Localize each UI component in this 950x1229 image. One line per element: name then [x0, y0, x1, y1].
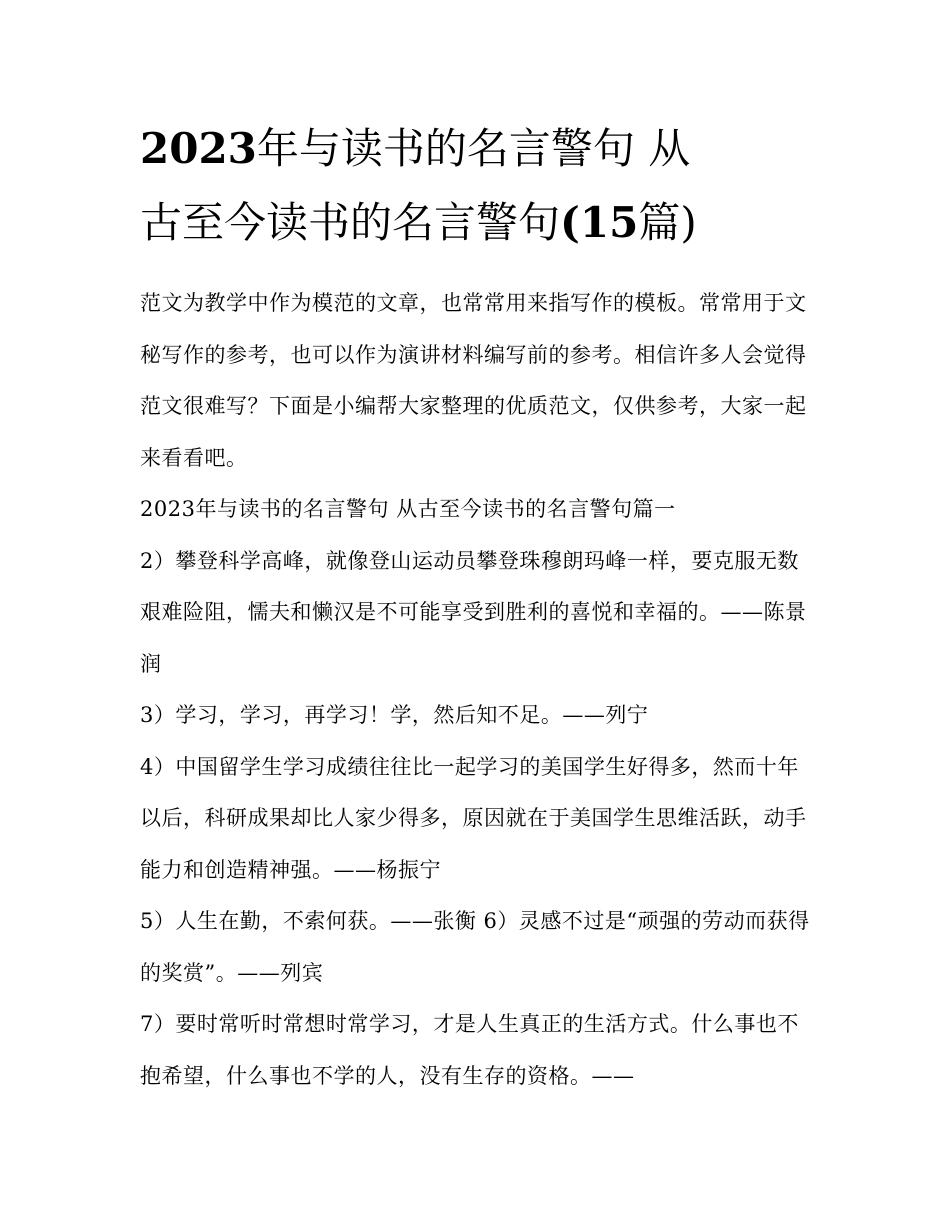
quote-paragraph: 3）学习，学习，再学习！学，然后知不足。——列宁	[140, 703, 649, 727]
title-line2-text: 古至今读书的名言警句	[140, 198, 561, 247]
intro-paragraph: 范文为教学中作为模范的文章，也常常用来指写作的模板。常常用于文秘写作的参考，也可以作为演讲材料编写前的参考。相信许多人会觉得范文很难写？下面是小编帮大家整理的优质范文，仅供参考，大家一起来看看吧。	[140, 291, 807, 470]
title-line1-text: 年与读书的名言警句 从	[256, 124, 691, 173]
quote-paragraph: 7）要时常听时常想时常学习，才是人生真正的生活方式。什么事也不抱希望，什么事也不学的人，没有生存的资格。——	[140, 1012, 799, 1088]
quote-paragraph: 4）中国留学生学习成绩往往比一起学习的美国学生好得多，然而十年以后，科研成果却比人家少得多，原因就在于美国学生思维活跃，动手能力和创造精神强。——杨振宁	[140, 754, 807, 882]
title-year: 2023	[140, 124, 257, 173]
document-title	[140, 112, 820, 260]
title-line2-suffix: 篇)	[638, 198, 697, 247]
document-body	[140, 278, 820, 1102]
section-heading: 2023年与读书的名言警句 从古至今读书的名言警句篇一	[140, 497, 676, 521]
quote-paragraph: 2）攀登科学高峰，就像登山运动员攀登珠穆朗玛峰一样，要克服无数艰难险阻，懦夫和懒汉是不可能享受到胜利的喜悦和幸福的。——陈景润	[140, 548, 807, 676]
title-count: (15	[560, 198, 639, 247]
quote-paragraph: 5）人生在勤，不索何获。——张衡 6）灵感不过是“顽强的劳动而获得的奖赏”。——列宾	[140, 909, 810, 985]
